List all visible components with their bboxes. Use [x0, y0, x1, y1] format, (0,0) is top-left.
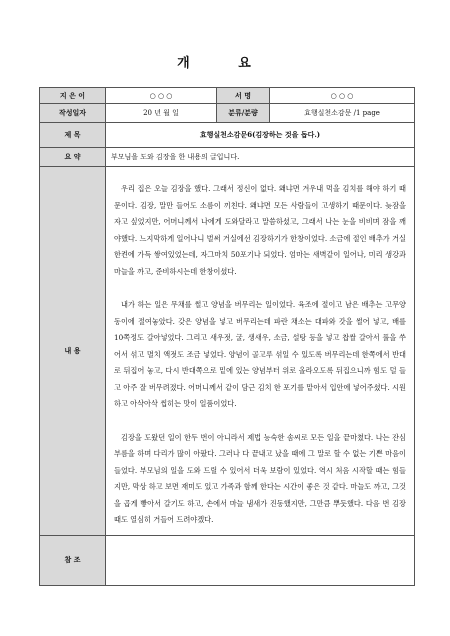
reference-label: 참 조	[40, 535, 106, 585]
date-value: 20 년 월 일	[106, 104, 217, 123]
page-title: 개 요	[177, 56, 273, 71]
category-label: 분류/분량	[217, 104, 270, 123]
author-value: ○ ○ ○	[106, 88, 217, 104]
reference-value	[106, 535, 415, 585]
content-paragraph: 내가 하는 일은 무채를 썰고 양념을 버무리는 일이었다. 육조에 절이고 남은 배추는 고무양동이에 절여놓았다. 갖은 양념을 넣고 버무리는데 파란 채소는 대파와 갓을 썰어 넣고, 배를 10쪽정도 갈아넣었다. 그리고 새우젓, 굴, 생새우, 소금, 설탕 등을 넣고 찹쌀 갈아서 풀을 쑤어서 섞고 멸치 액젓도 조금 넣었다. 양념이 골고루 섞일 수 있도록 버무리는데 한쪽에서 반대로 뒤집어 놓고, 다시 반대쪽으로 밑에 있는 양념부터 위로 올라오도록 뒤집으니까 힘도 덜 들고 아주 잘 버무려졌다. 어머니께서 같이 담근 김치 한 포기를 맡아서 입안에 넣어주셨다. 시원하고 아삭아삭 씹히는 맛이 일품이었다.	[114, 300, 406, 408]
subject-label: 제 목	[40, 123, 106, 148]
category-value: 효행실천소감문 /1 page	[270, 104, 415, 123]
author-label: 지 은 이	[40, 88, 106, 104]
subject-value: 효행실천소감문6(김장하는 것을 돕다.)	[106, 123, 415, 148]
sign-label: 서 명	[217, 88, 270, 104]
sign-value: ○ ○ ○	[270, 88, 415, 104]
content-paragraph: 김장을 도왔던 일이 한두 번이 아니라서 제법 능숙한 솜씨로 모든 일을 끝마쳤다. 나는 잔심부름을 하며 다리가 많이 아팠다. 그러나 다 끝내고 났을 때에 그 말로 할 수 없는 기쁜 마음이 들었다. 부모님의 일을 도와 드릴 수 있어서 더욱 보람이 있었다. 역시 처음 시작할 때는 힘들지만, 막상 하고 보면 재미도 있고 가족과 함께 한다는 시간이 좋은 것 같다. 마늘도 까고, 그것을 곱게 빻아서 갈기도 하고, 손에서 마늘 냄새가 진동했지만, 그만큼 뿌듯했다. 다음 번 김장때도 열심히 거들어 드려야겠다.	[114, 432, 406, 524]
date-label: 작성일자	[40, 104, 106, 123]
content-body	[106, 167, 415, 536]
summary-form	[39, 87, 415, 586]
summary-label: 요 약	[40, 148, 106, 167]
content-paragraph: 우리 집은 오늘 김장을 했다. 그래서 정신이 없다. 왜냐면 겨우내 먹을 김치를 해야 하기 때문이다. 김장, 말만 들어도 소름이 끼친다. 왜냐면 모든 사람들이 고생하기 때문이다. 늦잠을 자고 싶었지만, 어머니께서 나에게 도와달라고 말씀하셨고, 그래서 나는 눈을 비비며 잠을 깨야했다. 느지막하게 일어나니 벌써 거실에선 김장하기가 한창이었다. 소금에 절인 배추가 거실 한켠에 가득 쌓여있었는데, 자그마치 50포기나 되었다. 엄마는 새벽같이 일어나, 미리 생강과 마늘을 까고, 준비하시는데 한창이셨다.	[114, 184, 406, 276]
content-label: 내 용	[40, 167, 106, 536]
summary-value: 부모님을 도와 김장을 한 내용의 글입니다.	[106, 148, 415, 167]
